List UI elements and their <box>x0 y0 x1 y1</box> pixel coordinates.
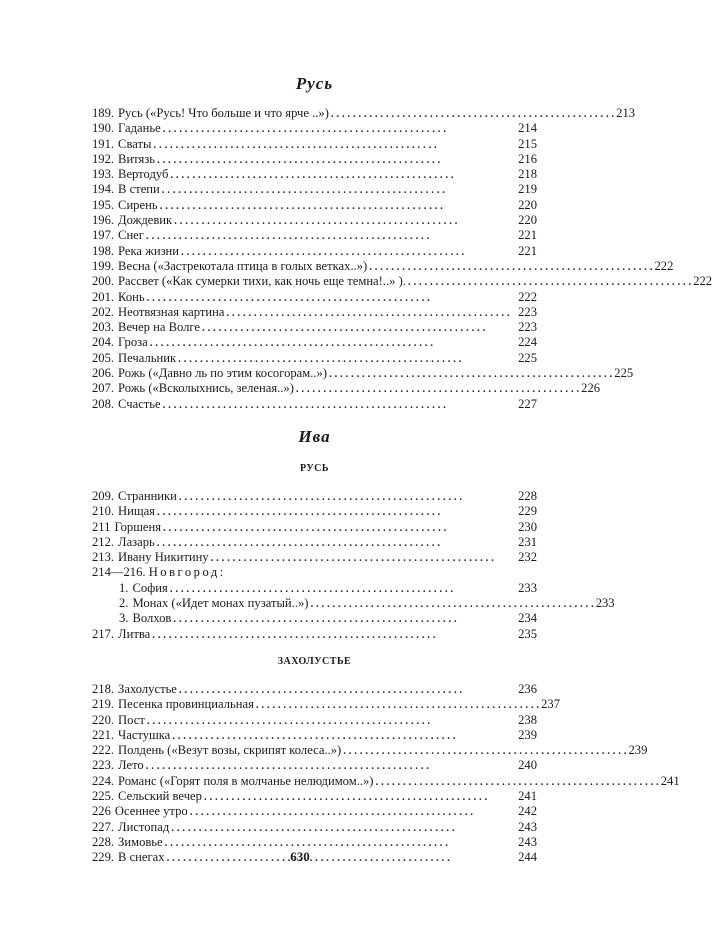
toc-entry <box>92 773 680 789</box>
entry-page: 225 <box>518 350 537 365</box>
entry-number: 190. <box>92 121 115 136</box>
toc-entry <box>92 713 537 728</box>
entry-number: 202. <box>92 304 115 319</box>
entry-page: 236 <box>518 681 537 696</box>
entry-page: 219 <box>518 182 537 197</box>
entry-title: Зимовье <box>118 834 163 849</box>
toc-entry <box>92 581 537 596</box>
entry-page: 220 <box>518 213 537 228</box>
entry-page: 230 <box>518 519 537 534</box>
toc-entry <box>92 550 537 565</box>
toc-entry <box>92 697 561 712</box>
entry-number: 203. <box>92 320 115 335</box>
entry-page: 240 <box>518 758 537 773</box>
entry-title: Монах («Идет монах пузатый..») <box>132 596 309 611</box>
toc-entry <box>92 228 537 243</box>
dot-leader <box>224 306 518 321</box>
entry-title: Река жизни <box>118 243 180 258</box>
dot-leader <box>341 744 628 759</box>
entry-title: В степи <box>118 182 160 197</box>
subsection-title-zakholuste: ЗАХОЛУСТЬЕ <box>277 655 352 667</box>
entry-title: Гаданье <box>118 121 161 136</box>
entry-title: Рассвет («Как сумерки тихи, как ночь еще темна!..» ). <box>118 274 406 289</box>
dot-leader <box>155 505 518 520</box>
entry-title: Рожь («Всколыхнись, зеленая..») <box>118 381 294 396</box>
dot-leader <box>148 336 518 351</box>
entry-number: 204. <box>92 335 115 350</box>
entry-page: 234 <box>518 611 537 626</box>
toc-page <box>92 72 712 865</box>
entry-number: 192. <box>92 151 115 166</box>
toc-entry <box>92 167 537 182</box>
entry-number: 195. <box>92 197 115 212</box>
entry-number: 220. <box>92 712 115 727</box>
entry-page: 226 <box>581 381 601 396</box>
entry-page: 238 <box>518 712 537 727</box>
dot-leader <box>155 153 518 168</box>
dot-leader <box>171 612 518 627</box>
toc-entry-novgorod <box>92 565 537 580</box>
entry-page: 222 <box>693 274 712 289</box>
dot-leader <box>161 398 518 413</box>
dot-leader <box>294 382 581 397</box>
dot-leader <box>144 759 518 774</box>
entry-page: 239 <box>518 727 537 742</box>
entry-number: 1. <box>119 580 129 595</box>
section-title-iva: Ива <box>298 426 331 446</box>
dot-leader <box>177 683 518 698</box>
toc-entry <box>92 835 537 850</box>
dot-leader <box>151 138 518 153</box>
entry-number: 218. <box>92 681 115 696</box>
entry-page: 242 <box>518 804 537 819</box>
entry-page: 235 <box>518 626 537 641</box>
dot-leader <box>373 775 660 790</box>
entry-title: Неотвязная картина <box>118 304 225 319</box>
entry-page: 221 <box>518 228 537 243</box>
entry-title: Новгород: <box>148 565 226 580</box>
toc-entry <box>92 152 537 167</box>
entry-title: Литва <box>118 626 151 641</box>
entry-page: 233 <box>518 580 537 595</box>
entry-number: 3. <box>119 611 129 626</box>
toc-entry <box>92 596 615 611</box>
entry-title: Осеннее утро <box>114 804 188 819</box>
entry-number: 212. <box>92 534 115 549</box>
dot-leader <box>145 714 518 729</box>
entry-title: Странники <box>118 488 177 503</box>
entry-page: 241 <box>660 773 680 788</box>
entry-page: 216 <box>518 151 537 166</box>
entry-page: 232 <box>518 550 537 565</box>
dot-leader <box>144 229 518 244</box>
entry-number: 205. <box>92 350 115 365</box>
dot-leader <box>161 122 518 137</box>
entry-page: 223 <box>518 304 537 319</box>
entry-number: 217. <box>92 626 115 641</box>
entry-title: Снег <box>118 228 144 243</box>
dot-leader <box>150 628 518 643</box>
subsection-title-rus: РУСЬ <box>299 462 330 474</box>
dot-leader <box>177 490 518 505</box>
entry-title: Горшеня <box>114 519 162 534</box>
entry-number: 196. <box>92 213 115 228</box>
toc-entry <box>92 504 537 519</box>
dot-leader <box>161 521 518 536</box>
dot-leader <box>145 291 519 306</box>
entry-number: 198. <box>92 243 115 258</box>
toc-entry <box>92 106 636 121</box>
toc-entry <box>92 381 601 396</box>
dot-leader <box>179 245 518 260</box>
dot-leader <box>254 698 541 713</box>
entry-number: 2. <box>119 596 129 611</box>
dot-leader <box>176 352 518 367</box>
entry-title: Вечер на Волге <box>118 320 200 335</box>
toc-entry <box>92 627 537 642</box>
entry-title: Русь («Русь! Что больше и что ярче ..») <box>118 106 329 120</box>
entry-title: Гроза <box>118 335 148 350</box>
toc-entry <box>92 789 537 804</box>
entry-number: 227. <box>92 819 115 834</box>
entry-title: Рожь («Давно ль по этим косогорам..») <box>118 366 328 381</box>
entry-page: 243 <box>518 834 537 849</box>
dot-leader <box>200 321 518 336</box>
entry-number: 213. <box>92 550 115 565</box>
entry-page: 220 <box>518 197 537 212</box>
entry-title: Сельский вечер <box>118 788 202 803</box>
entry-page: 239 <box>628 743 648 758</box>
dot-leader <box>188 805 518 820</box>
entry-number: 199. <box>92 258 115 273</box>
entry-number: 200. <box>92 274 115 289</box>
entry-page: 215 <box>518 136 537 151</box>
entry-title: Сваты <box>118 136 152 151</box>
entry-page: 222 <box>518 289 537 304</box>
toc-entry <box>92 351 537 366</box>
toc-entry <box>92 682 537 697</box>
entry-page: 228 <box>518 488 537 503</box>
entry-number: 224. <box>92 773 115 788</box>
entry-page: 229 <box>518 504 537 519</box>
entry-number: 189. <box>92 106 115 120</box>
toc-entry <box>92 274 712 289</box>
entry-page: 223 <box>518 320 537 335</box>
dot-leader <box>406 275 693 290</box>
toc-entry <box>92 335 537 350</box>
entry-title: Лето <box>118 758 144 773</box>
entry-title: Романс («Горят поля в молчанье нелюдимом..») <box>118 773 374 788</box>
entry-number: 228. <box>92 834 115 849</box>
entry-title: Пост <box>118 712 145 727</box>
toc-entry <box>92 137 537 152</box>
dot-leader <box>329 107 616 122</box>
entry-page: 241 <box>518 788 537 803</box>
dot-leader <box>160 183 518 198</box>
toc-entry <box>92 397 537 412</box>
toc-entry <box>92 198 537 213</box>
dot-leader <box>155 536 518 551</box>
entry-title: В снегах <box>118 850 165 865</box>
entry-number: 206. <box>92 366 115 381</box>
toc-entry <box>92 743 648 758</box>
toc-entry <box>92 213 537 228</box>
entry-page: 237 <box>541 697 561 712</box>
dot-leader <box>172 214 518 229</box>
entry-page: 214 <box>518 121 537 136</box>
entry-title: София <box>132 580 168 595</box>
entry-number: 214—216. <box>92 565 146 580</box>
entry-title: Конь <box>118 289 145 304</box>
entry-title: Ивану Никитину <box>118 550 209 565</box>
toc-list-zakholuste <box>92 681 680 866</box>
dot-leader <box>168 582 518 597</box>
entry-number: 226 <box>92 804 111 819</box>
entry-number: 201. <box>92 289 115 304</box>
toc-list-iva-rus-cont <box>92 627 537 642</box>
entry-page: 222 <box>654 258 674 273</box>
dot-leader <box>158 199 519 214</box>
entry-number: 197. <box>92 228 115 243</box>
toc-entry <box>92 258 674 274</box>
entry-title: Вертодуб <box>118 167 169 182</box>
entry-page: 233 <box>595 596 615 611</box>
entry-number: 208. <box>92 396 115 411</box>
toc-entry <box>92 366 634 381</box>
entry-title: Сирень <box>118 197 158 212</box>
entry-title: Песенка провинциальная <box>118 697 254 712</box>
entry-number: 225. <box>92 788 115 803</box>
entry-page: 244 <box>518 850 537 865</box>
dot-leader <box>202 790 518 805</box>
entry-title: Печальник <box>118 350 177 365</box>
entry-number: 223. <box>92 758 115 773</box>
toc-entry <box>92 611 537 626</box>
dot-leader <box>168 168 518 183</box>
toc-entry <box>92 804 537 819</box>
toc-entry <box>92 244 537 259</box>
entry-page: 243 <box>518 819 537 834</box>
entry-number: 193. <box>92 167 115 182</box>
dot-leader <box>170 729 518 744</box>
toc-entry <box>92 305 537 320</box>
entry-number: 210. <box>92 504 115 519</box>
entry-title: Дождевик <box>118 213 173 228</box>
dot-leader <box>367 260 654 275</box>
entry-page: 218 <box>518 167 537 182</box>
entry-number: 191. <box>92 136 115 151</box>
entry-number: 209. <box>92 488 115 503</box>
entry-number: 221. <box>92 727 115 742</box>
page-number: 630 <box>290 849 310 864</box>
entry-title: Счастье <box>118 396 161 411</box>
toc-entry <box>92 320 537 335</box>
entry-title: Лазарь <box>118 534 155 549</box>
entry-page: 213 <box>616 106 636 120</box>
entry-title: Волхов <box>132 611 172 626</box>
entry-page: 224 <box>518 335 537 350</box>
toc-entry <box>92 520 537 535</box>
toc-entry <box>92 820 537 835</box>
entry-title: Нищая <box>118 504 155 519</box>
dot-leader <box>209 551 518 566</box>
entry-title: Захолустье <box>118 681 177 696</box>
entry-title: Частушка <box>118 727 171 742</box>
entry-page: 225 <box>614 366 634 381</box>
toc-list-novgorod <box>92 580 615 627</box>
entry-number: 211 <box>92 519 111 534</box>
toc-entry <box>92 182 537 197</box>
entry-page: 227 <box>518 396 537 411</box>
entry-number: 229. <box>92 850 115 865</box>
toc-entry <box>92 489 537 504</box>
entry-page: 231 <box>518 534 537 549</box>
entry-title: Весна («Застрекотала птица в голых ветках..») <box>118 258 368 273</box>
toc-list-rus <box>92 106 712 412</box>
entry-number: 194. <box>92 182 115 197</box>
entry-number: 207. <box>92 381 115 396</box>
toc-entry <box>92 728 537 743</box>
entry-page: 221 <box>518 243 537 258</box>
toc-list-iva-rus <box>92 489 537 565</box>
dot-leader <box>308 597 595 612</box>
toc-entry <box>92 535 537 550</box>
toc-entry <box>92 290 537 305</box>
dot-leader <box>327 367 614 382</box>
section-title-rus: Русь <box>295 74 334 93</box>
entry-title: Листопад <box>118 819 170 834</box>
entry-title: Витязь <box>118 151 156 166</box>
toc-entry <box>92 758 537 773</box>
dot-leader <box>169 821 518 836</box>
entry-title: Полдень («Везут возы, скрипят колеса..») <box>118 743 342 758</box>
toc-entry <box>92 121 537 136</box>
entry-number: 219. <box>92 697 115 712</box>
entry-number: 222. <box>92 743 115 758</box>
